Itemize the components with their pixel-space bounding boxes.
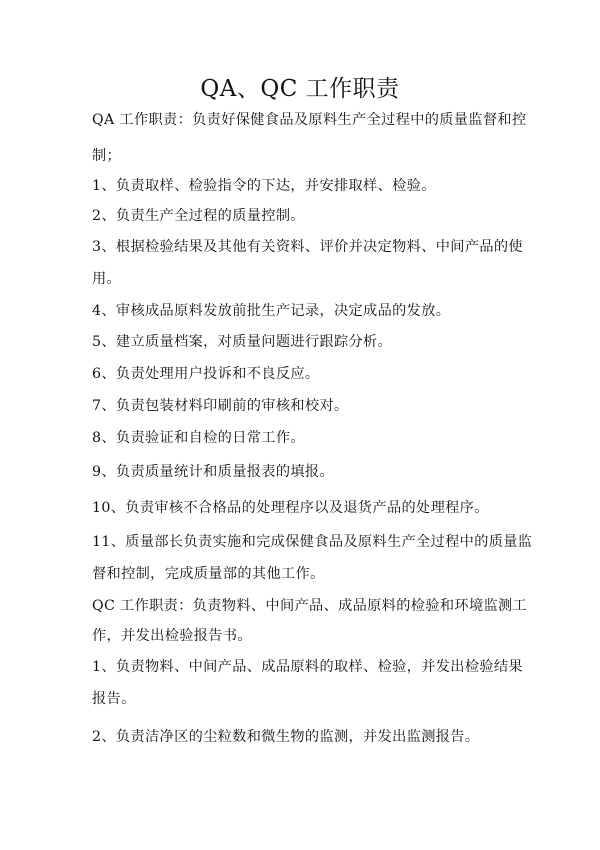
qa-duty-item-1: 1、负责取样、检验指令的下达，并安排取样、检验。 — [92, 178, 436, 194]
qa-duty-item-6: 6、负责处理用户投诉和不良反应。 — [92, 366, 320, 382]
qa-duty-item-10: 10、负责审核不合格品的处理程序以及退货产品的处理程序。 — [92, 500, 489, 516]
qa-duty-item-11-cont: 督和控制，完成质量部的其他工作。 — [92, 566, 325, 582]
qc-duty-item-1-cont: 报告。 — [92, 691, 136, 707]
qc-duties-intro: QC 工作职责：负责物料、中间产品、成品原料的检验和环境监测工 — [92, 598, 528, 614]
qa-duty-item-7: 7、负责包装材料印刷前的审核和校对。 — [92, 398, 349, 414]
qa-duty-item-2: 2、负责生产全过程的质量控制。 — [92, 208, 305, 224]
qa-duties-intro: QA 工作职责：负责好保健食品及原料生产全过程中的质量监督和控 — [92, 112, 527, 128]
qa-duty-item-3: 3、根据检验结果及其他有关资料、评价并决定物料、中间产品的使 — [92, 239, 523, 255]
qa-duties-intro-cont: 制； — [92, 148, 122, 164]
qc-duty-item-1: 1、负责物料、中间产品、成品原料的取样、检验，并发出检验结果 — [92, 659, 523, 675]
qa-duty-item-8: 8、负责验证和自检的日常工作。 — [92, 430, 305, 446]
qa-duty-item-5: 5、建立质量档案，对质量问题进行跟踪分析。 — [92, 334, 393, 350]
qa-duty-item-9: 9、负责质量统计和质量报表的填报。 — [92, 464, 334, 480]
qa-duty-item-11: 11、质量部长负责实施和完成保健食品及原料生产全过程中的质量监 — [92, 534, 533, 550]
qc-duty-item-2: 2、负责洁净区的尘粒数和微生物的监测，并发出监测报告。 — [92, 729, 480, 745]
qc-duties-intro-cont: 作，并发出检验报告书。 — [92, 628, 252, 644]
qa-duty-item-3-cont: 用。 — [92, 271, 122, 287]
document-title: QA、QC 工作职责 — [200, 76, 400, 102]
qa-duty-item-4: 4、审核成品原料发放前批生产记录，决定成品的发放。 — [92, 303, 451, 319]
